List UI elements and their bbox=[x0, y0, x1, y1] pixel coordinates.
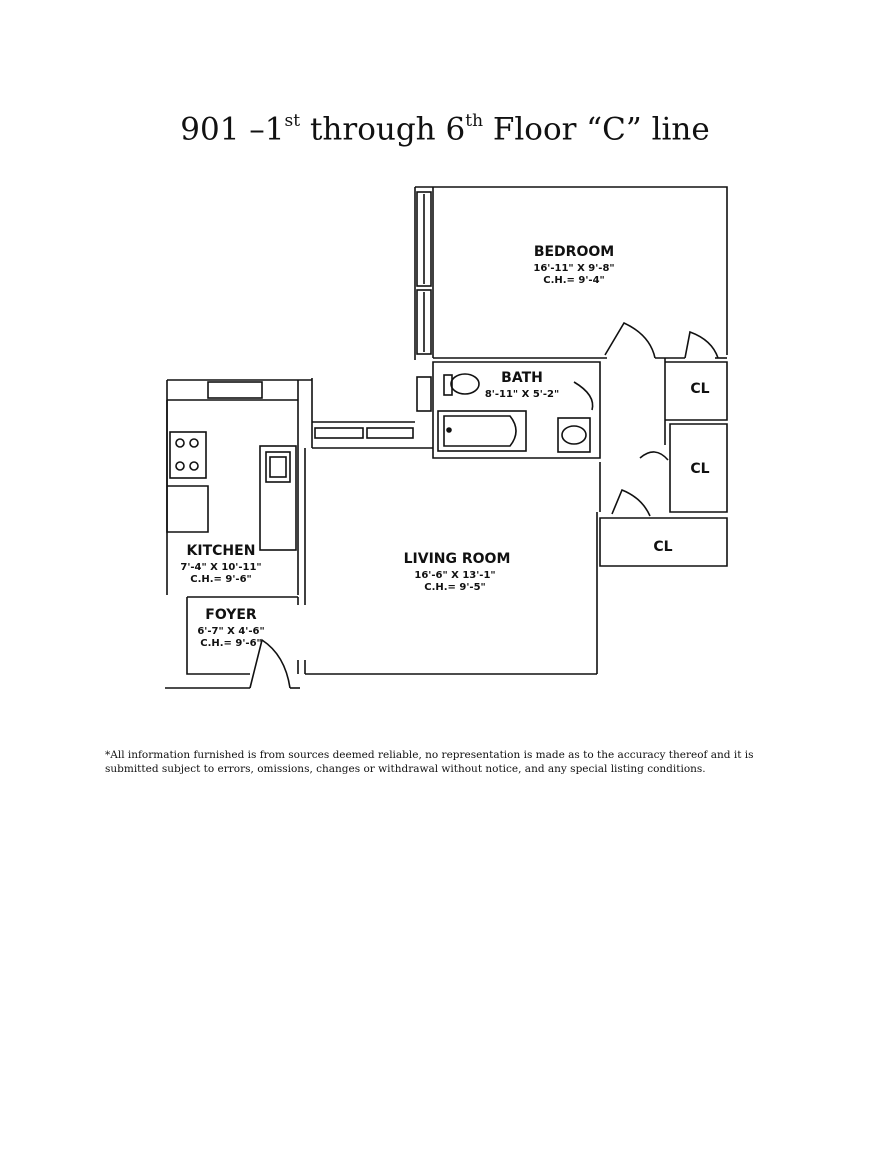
living-room-window-2 bbox=[367, 428, 413, 438]
foyer-name: FOYER bbox=[205, 607, 257, 623]
living-room-window-1 bbox=[315, 428, 363, 438]
kitchen-name: KITCHEN bbox=[186, 543, 256, 559]
bath-hall-door bbox=[605, 323, 655, 358]
stove bbox=[170, 432, 206, 478]
closet-3-door bbox=[612, 490, 650, 516]
floor-start-suffix: st bbox=[284, 111, 301, 131]
bath-name: BATH bbox=[501, 370, 543, 386]
living-room-dims: 16'-6" X 13'-1" bbox=[414, 570, 496, 581]
unit-number: 901 bbox=[180, 111, 240, 148]
toilet-bowl bbox=[451, 374, 479, 394]
bedroom-ceiling: C.H.= 9'-4" bbox=[543, 275, 605, 286]
living-room-name: LIVING ROOM bbox=[403, 551, 511, 567]
kitchen-dims: 7'-4" X 10'-11" bbox=[180, 562, 262, 573]
foyer-dims: 6'-7" X 4'-6" bbox=[197, 626, 265, 637]
bedroom-dims: 16'-11" X 9'-8" bbox=[533, 263, 615, 274]
hall-closet-door bbox=[640, 452, 668, 460]
tub-drain bbox=[447, 428, 451, 432]
floor-end: 6 bbox=[445, 111, 466, 148]
kitchen-ceiling: C.H.= 9'-6" bbox=[190, 574, 252, 585]
floor-end-suffix: th bbox=[465, 111, 484, 131]
title-dash: – bbox=[249, 111, 265, 148]
tub-basin bbox=[444, 416, 516, 446]
closet-2-label: CL bbox=[690, 461, 710, 477]
bath-sink bbox=[562, 426, 586, 444]
bath-dims: 8'-11" X 5'-2" bbox=[484, 389, 560, 400]
foyer-ceiling: C.H.= 9'-6" bbox=[200, 638, 262, 649]
kitchen-window bbox=[208, 382, 262, 398]
title-through: through bbox=[309, 111, 436, 148]
bedroom-name: BEDROOM bbox=[533, 244, 615, 260]
closet-3-label: CL bbox=[653, 539, 673, 555]
title-rest: Floor “C” line bbox=[492, 111, 710, 148]
bath-door-swing bbox=[574, 382, 593, 410]
living-room-ceiling: C.H.= 9'-5" bbox=[424, 582, 486, 593]
bath-window bbox=[417, 377, 431, 411]
kitchen-counter-left bbox=[167, 400, 298, 532]
closet-1-door bbox=[685, 332, 718, 358]
disclaimer: *All information furnished is from sources deemed reliable, no representation is made as to the accuracy thereof and it is submitted subject to errors, omissions, changes or withdrawal without notice, and any special listing conditions. bbox=[105, 749, 754, 775]
closet-1-label: CL bbox=[690, 381, 710, 397]
floor-start: 1 bbox=[264, 111, 285, 148]
